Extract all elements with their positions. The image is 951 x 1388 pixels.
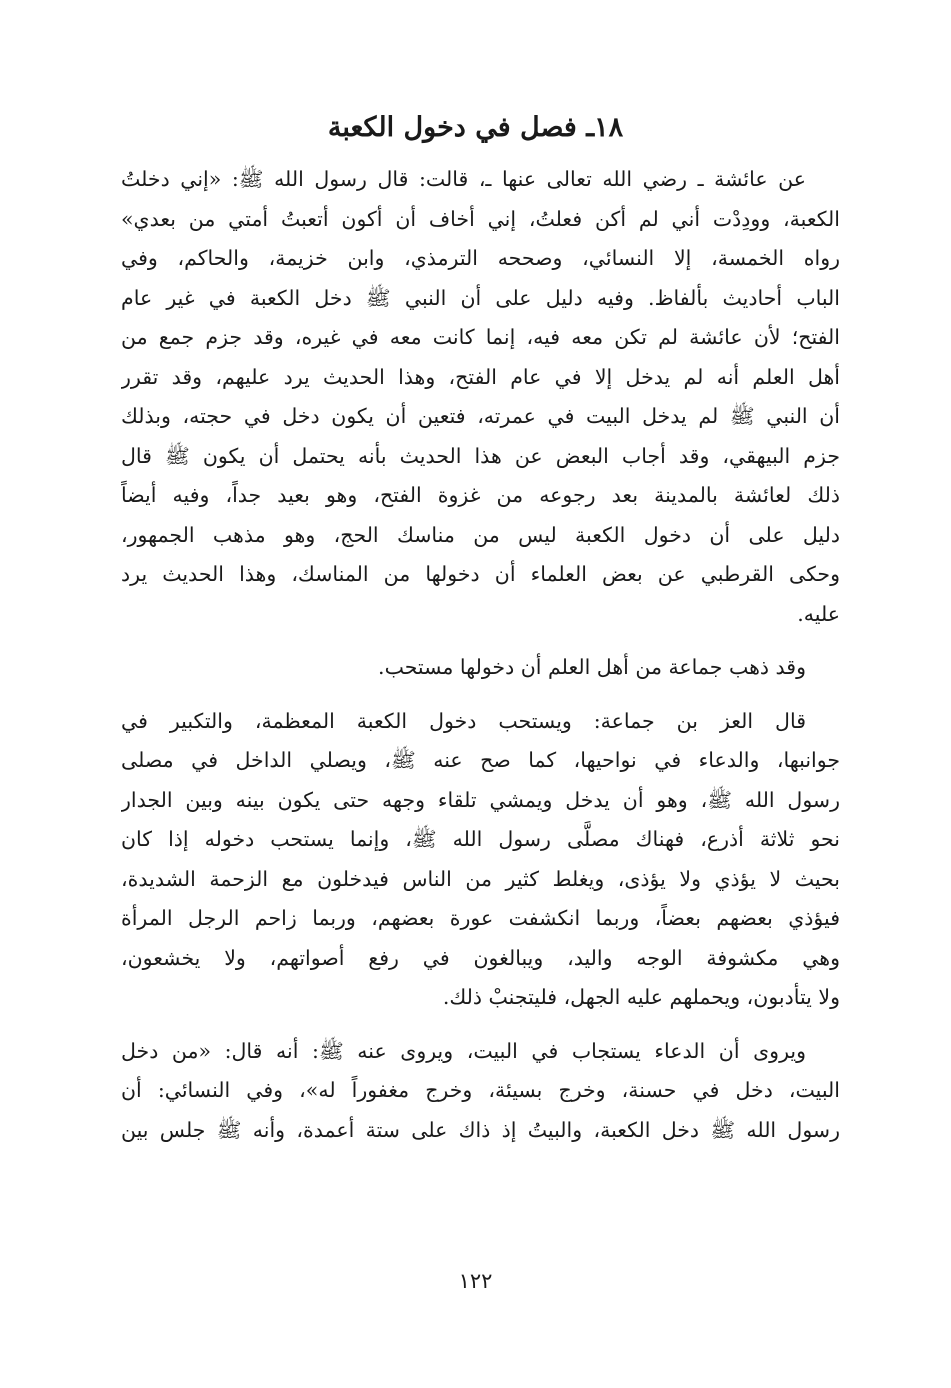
text-line: قال العز بن جماعة: ويستحب دخول الكعبة المعظمة، والتكبير في — [121, 708, 806, 733]
text-line: أن النبي ﷺ لم يدخل البيت في عمرته، فتعين أن يكون دخل في حجته، وبذلك — [121, 404, 840, 428]
text-line: رسول الله ﷺ دخل الكعبة، والبيتُ إذ ذاك على ستة أعمدة، وأنه ﷺ جلس بين — [121, 1117, 840, 1142]
text-line: أهل العلم أنه لم يدخل إلا في عام الفتح، وهذا الحديث يرد عليهم، وقد تقرر — [121, 364, 840, 389]
text-line: بحيث لا يؤذي ولا يؤذى، ويغلط كثير من الناس فيدخلون مع الزحمة الشديدة، — [121, 866, 840, 891]
text-line: دليل على أن دخول الكعبة ليس من مناسك الحج، وهو مذهب الجمهور، — [121, 522, 840, 547]
paragraph-hadith-aisha — [121, 160, 840, 634]
page-number: ١٢٢ — [458, 1269, 493, 1293]
text-line: عن عائشة ـ رضي الله تعالى عنها ـ، قالت: قال رسول الله ﷺ: «إني دخلتُ — [121, 167, 806, 191]
text-line: وهي مكشوفة الوجه واليد، ويبالغون في رفع أصواتهم، ولا يخشعون، — [121, 945, 840, 970]
text-line: ذلك لعائشة بالمدينة بعد رجوعه من غزوة الفتح، وهو بعيد جداً، وفيه أيضاً — [121, 483, 840, 507]
paragraph-gap — [121, 1018, 840, 1032]
paragraph-ibn-jamaah — [121, 702, 840, 1018]
text-line: الكعبة، وودِدْت أني لم أكن فعلتُ، إني أخاف أن أكون أتعبتُ أمتي من بعدي» — [121, 206, 840, 231]
text-line: ولا يتأدبون، ويحملهم عليه الجهل، فليتجنبْ ذلك. — [442, 985, 840, 1009]
body-text — [121, 160, 840, 1150]
text-line: عليه. — [797, 601, 840, 626]
text-line: البيت، دخل في حسنة، وخرج بسيئة، وخرج مغفوراً له»، وفي النسائي: أن — [121, 1078, 840, 1102]
text-line: وحكى القرطبي عن بعض العلماء أن دخولها من المناسك، وهذا الحديث يرد — [121, 562, 840, 586]
paragraph-dua — [121, 1032, 840, 1151]
text-line: رواه الخمسة، إلا النسائي، وصححه الترمذي، وابن خزيمة، والحاكم، وفي — [121, 246, 840, 270]
text-line: الفتح؛ لأن عائشة لم تكن معه فيه، إنما كانت معه في غيره، وقد جزم جمع من — [121, 325, 840, 349]
text-line: ويروى أن الدعاء يستجاب في البيت، ويروى عنه ﷺ: أنه قال: «من دخل — [121, 1038, 806, 1063]
text-line: وقد ذهب جماعة من أهل العلم أن دخولها مستحب. — [378, 655, 806, 679]
paragraph-gap — [121, 634, 840, 648]
text-line: نحو ثلاثة أذرع، فهناك مصلَّى رسول الله ﷺ، وإنما يستحب دخوله إذا كان — [121, 827, 840, 851]
text-line: الباب أحاديث بألفاظ. وفيه دليل على أن النبي ﷺ دخل الكعبة في غير عام — [121, 285, 840, 310]
text-line: جوانبها، والدعاء في نواحيها، كما صح عنه ﷺ، ويصلي الداخل في مصلى — [121, 748, 840, 772]
paragraph-mustahab — [121, 648, 840, 688]
text-line: رسول الله ﷺ، وهو أن يدخل ويمشي تلقاء وجهه حتى يكون بينه وبين الجدار — [121, 787, 840, 812]
text-line: جزم البيهقي، وقد أجاب البعض عن هذا الحديث بأنه يحتمل أن يكون ﷺ قال — [121, 443, 840, 468]
text-line: فيؤذي بعضهم بعضاً، وربما انكشفت عورة بعضهم، وربما زاحم الرجل المرأة — [121, 906, 840, 930]
paragraph-gap — [121, 688, 840, 702]
chapter-title: ١٨ـ فصل في دخول الكعبة — [327, 112, 624, 143]
